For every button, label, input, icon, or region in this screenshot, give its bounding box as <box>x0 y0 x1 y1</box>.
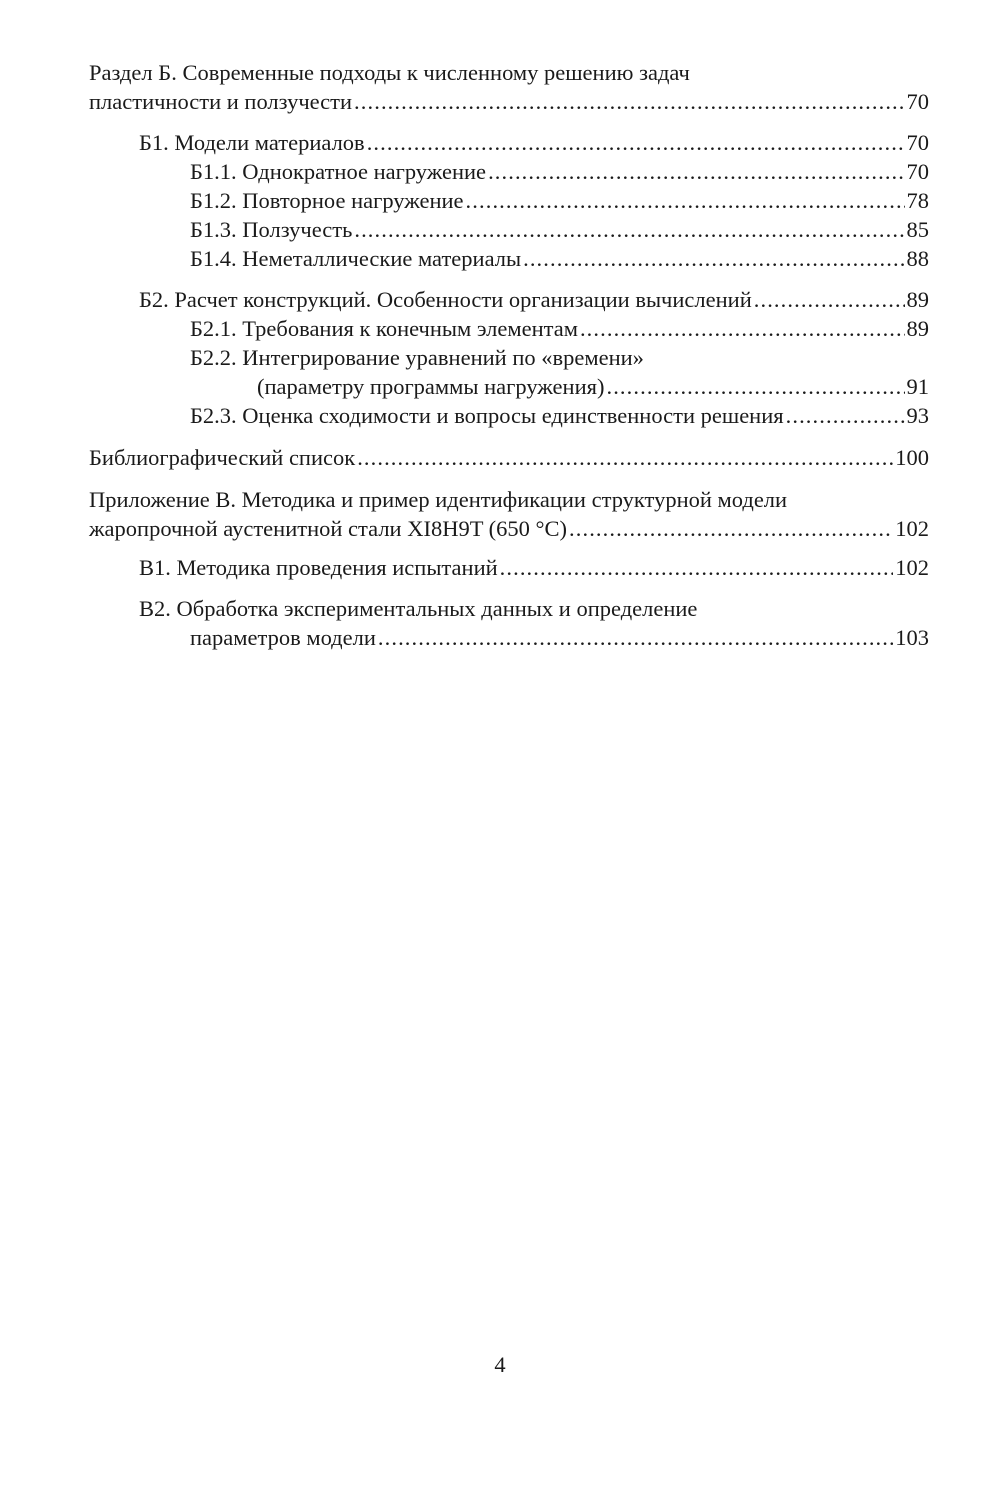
toc-entry-b1 <box>89 128 929 157</box>
toc-entry-razdel-b <box>89 87 929 116</box>
toc-page-number: 91 <box>906 374 929 399</box>
toc-entry-b2-3 <box>89 401 929 430</box>
toc-page-number: 102 <box>895 516 929 541</box>
dot-leader <box>569 514 893 543</box>
toc-entry-title: В1. Методика проведения испытаний <box>139 555 498 580</box>
toc-page-number: 70 <box>906 159 929 184</box>
toc-page-number: 93 <box>906 403 929 428</box>
dot-leader <box>754 285 905 314</box>
toc-page-number: 89 <box>906 287 929 312</box>
toc-entry-b1-1 <box>89 157 929 186</box>
toc-entry-title: Б1.4. Неметаллические материалы <box>190 246 522 271</box>
dot-leader <box>466 186 905 215</box>
toc-entry-b1-4 <box>89 244 929 273</box>
toc-page-number: 70 <box>906 130 929 155</box>
toc-page-number: 100 <box>895 445 929 470</box>
toc-entry-title: Б2. Расчет конструкций. Особенности организации вычислений <box>139 287 752 312</box>
page-number: 4 <box>494 1352 506 1377</box>
toc-page-number: 88 <box>906 246 929 271</box>
dot-leader <box>367 128 905 157</box>
toc-entry-b2-1 <box>89 314 929 343</box>
toc-entry-title: Б1.1. Однократное нагружение <box>190 159 487 184</box>
toc-page-number: 70 <box>906 89 929 114</box>
toc-entry-razdel-b-line1: Раздел Б. Современные подходы к численному решению задач <box>89 60 690 85</box>
toc-page-number: 103 <box>895 625 929 650</box>
toc-entry-b2-2-line1: Б2.2. Интегрирование уравнений по «времени» <box>190 345 644 370</box>
dot-leader <box>606 372 904 401</box>
toc-entry-title: Б1.3. Ползучесть <box>190 217 353 242</box>
toc-entry-bibliography <box>89 443 929 472</box>
toc-entry-b2 <box>89 285 929 314</box>
toc-page-number: 102 <box>895 555 929 580</box>
toc-entry-title: Б2.3. Оценка сходимости и вопросы единственности решения <box>190 403 784 428</box>
dot-leader <box>354 87 904 116</box>
toc-entry-appendix-v <box>89 514 929 543</box>
dot-leader <box>523 244 904 273</box>
toc-entry-title: (параметру программы нагружения) <box>257 374 605 399</box>
toc-page-number: 89 <box>906 316 929 341</box>
dot-leader <box>488 157 904 186</box>
toc-entry-b2-2 <box>89 372 929 401</box>
toc-entry-title: Библиографический список <box>89 445 356 470</box>
toc-entry-b1-3 <box>89 215 929 244</box>
toc-entry-title: параметров модели <box>190 625 376 650</box>
toc-page-number: 85 <box>906 217 929 242</box>
toc-entry-appendix-v-line1: Приложение В. Методика и пример идентификации структурной модели <box>89 487 788 512</box>
dot-leader <box>378 623 893 652</box>
toc-entry-title: пластичности и ползучести <box>89 89 353 114</box>
toc-entry-b1-2 <box>89 186 929 215</box>
table-of-contents <box>89 58 929 652</box>
dot-leader <box>786 401 905 430</box>
toc-entry-title: Б1.2. Повторное нагружение <box>190 188 464 213</box>
dot-leader <box>580 314 905 343</box>
dot-leader <box>500 553 894 582</box>
toc-entry-v2 <box>89 623 929 652</box>
toc-entry-v1 <box>89 553 929 582</box>
toc-entry-title: Б1. Модели материалов <box>139 130 365 155</box>
toc-page-number: 78 <box>906 188 929 213</box>
dot-leader <box>357 443 893 472</box>
toc-entry-title: Б2.1. Требования к конечным элементам <box>190 316 578 341</box>
toc-entry-title: жаропрочной аустенитной стали XI8H9T (650 °C) <box>89 516 568 541</box>
dot-leader <box>354 215 904 244</box>
toc-entry-v2-line1: В2. Обработка экспериментальных данных и определение <box>139 596 698 621</box>
